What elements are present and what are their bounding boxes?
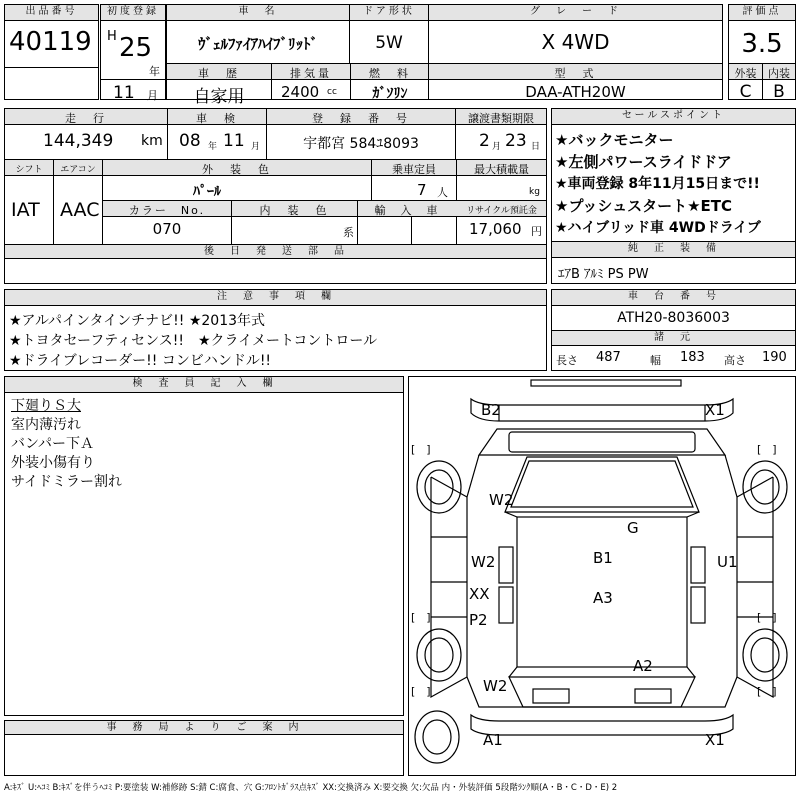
car-name-label: 車 名 bbox=[167, 5, 349, 21]
inspector-box bbox=[4, 376, 404, 716]
transfer-day: 23 bbox=[505, 131, 527, 151]
exterior-value: C bbox=[739, 82, 752, 102]
length-value: 487 bbox=[596, 350, 621, 365]
capacity-value: 7 bbox=[417, 181, 427, 199]
interior-value: B bbox=[773, 82, 785, 102]
length-label: 長さ bbox=[556, 354, 578, 367]
grade-label: グ レ ー ド bbox=[429, 5, 722, 21]
details-box bbox=[4, 108, 547, 284]
mileage-value: 144,349 bbox=[43, 131, 114, 151]
color-number-value: 070 bbox=[152, 220, 182, 238]
inspection-year: 08 bbox=[179, 131, 201, 151]
capacity-label: 乗車定員 bbox=[392, 163, 436, 176]
ac-label: エアコン bbox=[60, 165, 96, 175]
office-box bbox=[4, 720, 404, 776]
chassis-value: ATH20-8036003 bbox=[617, 310, 730, 326]
inspection-year-unit: 年 bbox=[208, 142, 218, 152]
bracket-mark: [ ] bbox=[411, 685, 431, 698]
import-label: 輸 入 車 bbox=[374, 204, 440, 217]
fuel-value: ｶﾞｿﾘﾝ bbox=[372, 86, 408, 102]
max-load-label: 最大積載量 bbox=[474, 163, 529, 176]
month-unit: 月 bbox=[147, 89, 158, 102]
recycle-value: 17,060 bbox=[469, 220, 522, 238]
mark-p2: P2 bbox=[469, 611, 488, 629]
car-diagram bbox=[409, 377, 795, 775]
door-label: ドア形状 bbox=[350, 5, 428, 21]
exterior-color-label: 外 装 色 bbox=[202, 163, 272, 176]
year-value: 25 bbox=[119, 33, 153, 63]
ac-value: AAC bbox=[60, 199, 100, 221]
inspector-label: 検 査 員 記 入 欄 bbox=[5, 377, 403, 393]
sales-point: ★車両登録 8年11月15日まで!! bbox=[555, 176, 760, 192]
sales-points-box bbox=[551, 108, 796, 284]
note-line: ★アルパインタインチナビ!! ★2013年式 bbox=[9, 313, 266, 329]
inspector-line: サイドミラー割れ bbox=[11, 474, 123, 490]
grade-value: X 4WD bbox=[541, 30, 610, 54]
exterior-label: 外装 bbox=[734, 67, 757, 80]
max-load-unit: kg bbox=[529, 187, 540, 197]
notes-label: 注 意 事 項 欄 bbox=[5, 290, 546, 306]
dimensions-label: 諸 元 bbox=[552, 331, 795, 346]
capacity-unit: 人 bbox=[437, 186, 448, 199]
mark-xx: XX bbox=[469, 585, 490, 603]
interior-color-label: 内 装 色 bbox=[259, 204, 330, 217]
inspection-month-unit: 月 bbox=[251, 142, 261, 152]
legend-text: A:ｷｽﾞ U:ﾍｺﾐ B:ｷｽﾞを伴うﾍｺﾐ P:要塗装 W:補修跡 S:錆 C:腐食、穴 G:ﾌﾛﾝﾄｶﾞﾗｽ点ｷｽﾞ XX:交換済み X:要交換 欠:欠品 内・外装評価 5段階ﾗﾝｸ順(A・B・C・D・E) 2 bbox=[4, 783, 618, 793]
equipment-label: 純 正 装 備 bbox=[552, 242, 795, 258]
lot-number-box bbox=[4, 4, 99, 100]
first-registration-label: 初度登録 bbox=[101, 5, 165, 21]
width-value: 183 bbox=[680, 350, 705, 365]
transfer-month-unit: 月 bbox=[492, 142, 502, 152]
mark-x1-top: X1 bbox=[705, 401, 725, 419]
inspection-month: 11 bbox=[223, 131, 245, 151]
car-name-value: ｳﾞｪﾙﾌｧｲｱﾊｲﾌﾞﾘｯﾄﾞ bbox=[197, 35, 318, 53]
recycle-label: リサイクル預託金 bbox=[466, 206, 537, 216]
note-line: ★トヨタセーフティセンス!! ★クライメートコントロール bbox=[9, 333, 378, 349]
vehicle-main-box bbox=[166, 4, 723, 107]
inspection-label: 車 検 bbox=[196, 112, 238, 125]
score-label: 評価点 bbox=[729, 5, 795, 21]
later-parts-label: 後 日 発 送 部 品 bbox=[5, 245, 546, 259]
mark-b2: B2 bbox=[481, 401, 501, 419]
model-value: DAA-ATH20W bbox=[525, 83, 626, 101]
inspector-line: 室内薄汚れ bbox=[11, 417, 81, 433]
equipment-value: ｴｱB ｱﾙﾐ PS PW bbox=[558, 267, 649, 282]
inspector-line: 外装小傷有り bbox=[11, 455, 95, 471]
history-value: 自家用 bbox=[193, 87, 245, 107]
lot-number-label: 出品番号 bbox=[5, 5, 98, 21]
history-label: 車 歴 bbox=[198, 67, 240, 80]
transfer-label: 譲渡書類期限 bbox=[468, 112, 534, 125]
sales-point: ★ハイブリッド車 4WDドライブ bbox=[555, 220, 761, 236]
registration-label: 登 録 番 号 bbox=[312, 112, 410, 125]
bracket-mark: [ ] bbox=[757, 685, 777, 698]
shift-label: シフト bbox=[15, 165, 43, 175]
inspector-line: バンパー下Ａ bbox=[11, 436, 95, 452]
fuel-label: 燃 料 bbox=[369, 67, 411, 80]
mileage-unit: km bbox=[141, 133, 163, 149]
displacement-unit: cc bbox=[327, 87, 337, 97]
lot-number-value: 40119 bbox=[9, 27, 92, 57]
interior-color-unit: 系 bbox=[343, 226, 354, 239]
mark-x1-bottom: X1 bbox=[705, 731, 725, 749]
transfer-month: 2 bbox=[479, 131, 490, 151]
bracket-mark: [ ] bbox=[411, 443, 431, 456]
note-line: ★ドライブレコーダー!! コンビハンドル!! bbox=[9, 353, 272, 369]
mark-g: G bbox=[627, 519, 639, 537]
width-label: 幅 bbox=[650, 354, 661, 367]
chassis-box bbox=[551, 289, 796, 371]
score-box bbox=[728, 4, 796, 100]
registration-value: 宇都宮 584ﾕ8093 bbox=[303, 136, 419, 152]
mark-a1: A1 bbox=[483, 731, 503, 749]
sales-point: ★プッシュスタート★ETC bbox=[555, 197, 733, 215]
height-label: 高さ bbox=[724, 354, 746, 367]
interior-label: 内装 bbox=[768, 67, 790, 80]
sales-point: ★バックモニター bbox=[555, 131, 674, 149]
bracket-mark: [ ] bbox=[411, 611, 431, 624]
transfer-day-unit: 日 bbox=[531, 142, 541, 152]
month-value: 11 bbox=[113, 83, 135, 103]
door-value: 5W bbox=[375, 33, 403, 53]
sales-point: ★左側パワースライドドア bbox=[555, 153, 732, 171]
displacement-label: 排気量 bbox=[290, 67, 332, 80]
mark-a3: A3 bbox=[593, 589, 613, 607]
car-diagram-box bbox=[408, 376, 796, 776]
color-number-label: カラー No. bbox=[128, 204, 206, 217]
bracket-mark: [ ] bbox=[757, 443, 777, 456]
score-value: 3.5 bbox=[741, 29, 783, 59]
mark-w2-rear-left: W2 bbox=[483, 677, 508, 695]
era-value: H bbox=[107, 29, 117, 44]
mark-a2: A2 bbox=[633, 657, 653, 675]
first-registration-box bbox=[100, 4, 166, 103]
model-label: 型 式 bbox=[554, 67, 597, 80]
recycle-unit: 円 bbox=[531, 225, 542, 238]
shift-value: IAT bbox=[11, 199, 40, 221]
year-unit: 年 bbox=[149, 65, 160, 78]
inspector-line: 下廻りＳ大 bbox=[11, 398, 81, 414]
bracket-mark: [ ] bbox=[757, 611, 777, 624]
mark-u1: U1 bbox=[717, 553, 738, 571]
mark-w2-front-left: W2 bbox=[489, 491, 514, 509]
sales-points-label: セールスポイント bbox=[552, 109, 795, 125]
notes-box bbox=[4, 289, 547, 371]
mark-b1: B1 bbox=[593, 549, 613, 567]
displacement-value: 2400 bbox=[281, 83, 320, 101]
exterior-color-value: ﾊﾟｰﾙ bbox=[193, 184, 221, 200]
chassis-label: 車 台 番 号 bbox=[552, 290, 795, 306]
height-value: 190 bbox=[762, 350, 787, 365]
office-label: 事 務 局 よ り ご 案 内 bbox=[5, 721, 403, 735]
mileage-label: 走 行 bbox=[65, 112, 107, 125]
mark-w2-door-left: W2 bbox=[471, 553, 496, 571]
